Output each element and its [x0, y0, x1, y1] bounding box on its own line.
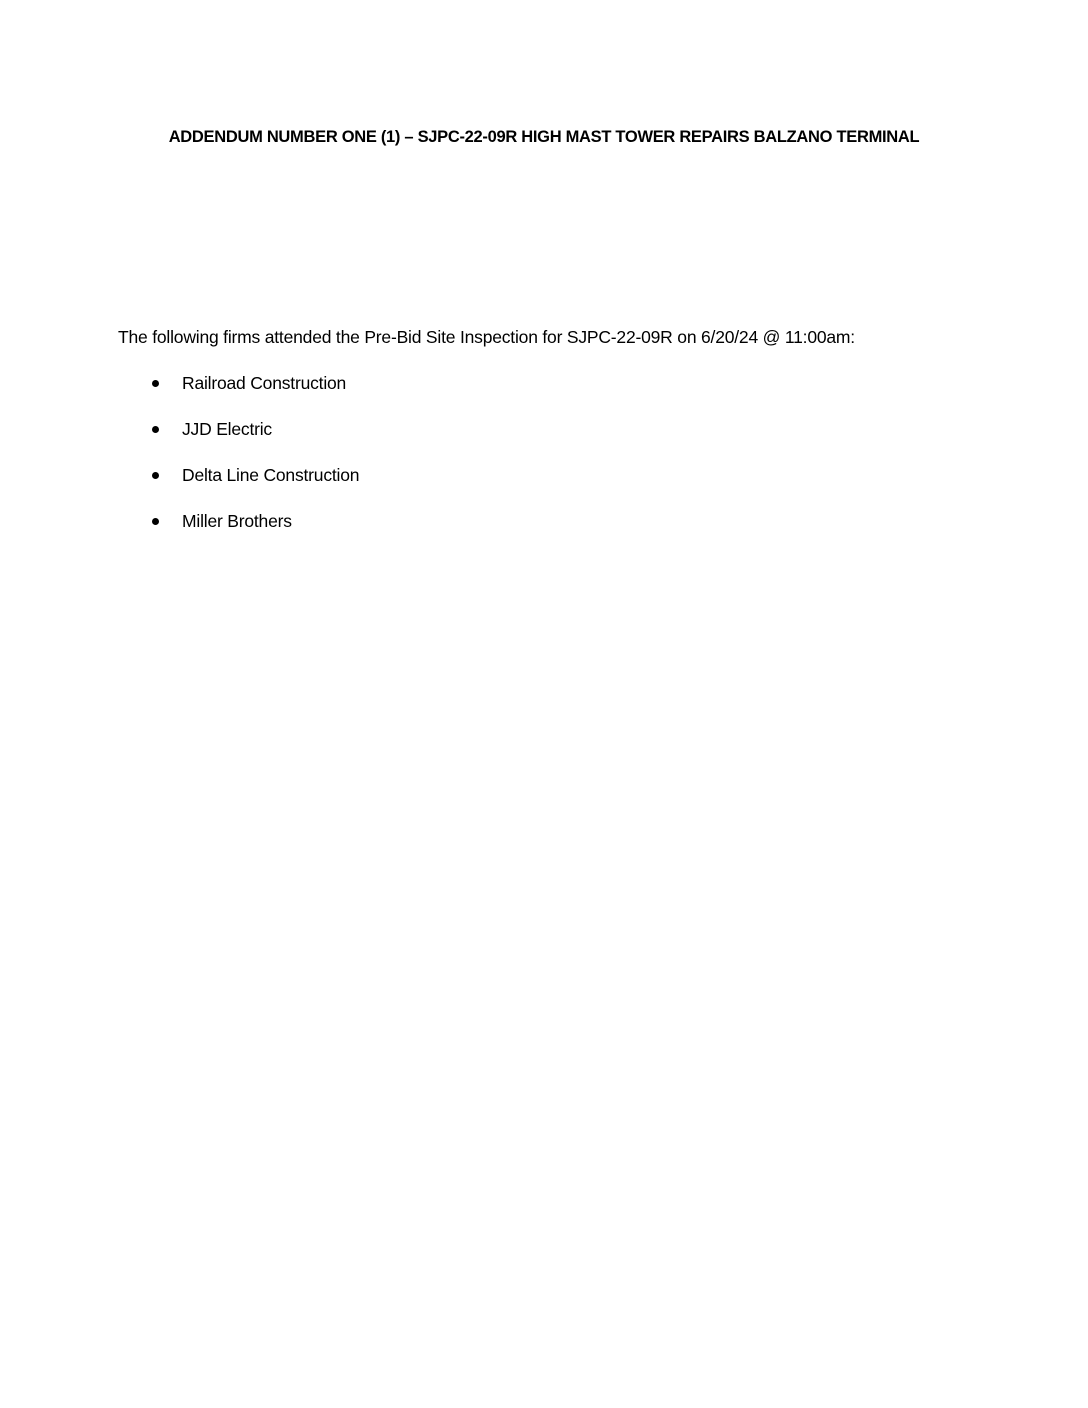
bullet-icon	[152, 426, 159, 433]
firm-name: Railroad Construction	[182, 373, 347, 393]
bullet-icon	[152, 380, 159, 387]
bullet-icon	[152, 472, 159, 479]
firm-name: JJD Electric	[182, 419, 272, 439]
firm-name: Miller Brothers	[182, 511, 292, 531]
firm-name: Delta Line Construction	[182, 465, 360, 485]
intro-paragraph: The following firms attended the Pre-Bid Site Inspection for SJPC-22-09R on 6/20/24 @ 11:00am:	[118, 327, 855, 347]
bullet-icon	[152, 518, 159, 525]
document-title: ADDENDUM NUMBER ONE (1) – SJPC-22-09R HIGH MAST TOWER REPAIRS BALZANO TERMINAL	[168, 128, 920, 146]
